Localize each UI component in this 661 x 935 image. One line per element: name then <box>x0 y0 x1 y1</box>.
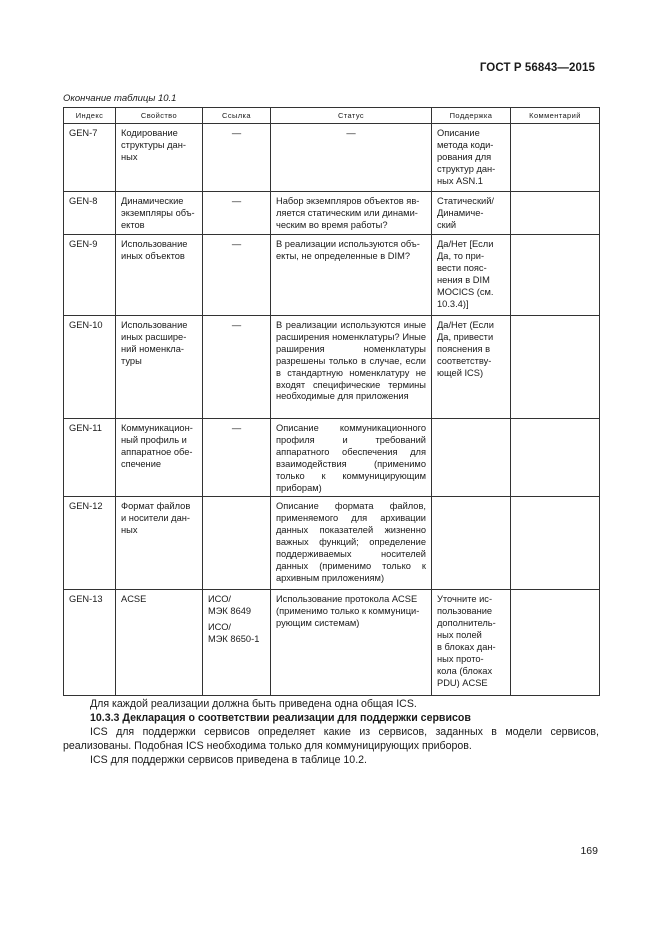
cell-reference: — <box>203 124 271 192</box>
cell-status: Описание формата файлов, применяемого для архивации данных показателей жизненно важных функций; определение поддерживаемых носителей данных (применимо только к архивным приложениям) <box>271 497 432 590</box>
cell-status: Набор экземпляров объектов яв- ляется статическим или динами- ческим во время работы? <box>271 192 432 235</box>
body-paragraph: Для каждой реализации должна быть приведена одна общая ICS. <box>90 698 417 710</box>
cell-index: GEN-13 <box>64 590 116 696</box>
cell-comment <box>511 124 600 192</box>
cell-reference: — <box>203 419 271 497</box>
cell-property: Формат файлов и носители дан- ных <box>116 497 203 590</box>
header-status: Статус <box>271 108 432 124</box>
table-row <box>64 497 600 590</box>
page-number: 169 <box>580 845 598 857</box>
ics-table <box>63 107 600 696</box>
cell-property: Использование иных расшире- ний номенкла- туры <box>116 316 203 419</box>
cell-index: GEN-12 <box>64 497 116 590</box>
cell-status: В реализации используются иные расширения номенклатуры? Иные раширения номенклатуры разрешены только в случае, если в стандартную номенклатуру не входят специфические термины необходимые для приложения <box>271 316 432 419</box>
table-row <box>64 419 600 497</box>
reference-iso-8649: ИСО/ МЭК 8649 <box>208 594 252 617</box>
header-reference: Ссылка <box>203 108 271 124</box>
cell-property: Коммуникацион- ный профиль и аппаратное обе- спечение <box>116 419 203 497</box>
cell-support: Описание метода коди- рования для структур дан- ных ASN.1 <box>432 124 511 192</box>
cell-comment <box>511 419 600 497</box>
table-row <box>64 590 600 696</box>
document-header-title: ГОСТ Р 56843—2015 <box>479 62 595 74</box>
cell-reference <box>203 590 271 696</box>
cell-status: Описание коммуникационного профиля и требований аппаратного обеспечения для взаимодействия (применимо только к коммуницирующим приборам) <box>271 419 432 497</box>
cell-reference: — <box>203 235 271 316</box>
cell-support: Да/Нет [Если Да, то при- вести пояс- нения в DIM MOCICS (см. 10.3.4)] <box>432 235 511 316</box>
cell-support <box>432 419 511 497</box>
cell-property: Кодирование структуры дан- ных <box>116 124 203 192</box>
cell-support: Уточните ис- пользование дополнитель- ных полей в блоках дан- ных прото- кола (блоках PDU) ACSE <box>432 590 511 696</box>
cell-property: ACSE <box>116 590 203 696</box>
cell-index: GEN-9 <box>64 235 116 316</box>
cell-index: GEN-8 <box>64 192 116 235</box>
header-comment: Комментарий <box>511 108 600 124</box>
cell-reference: — <box>203 316 271 419</box>
cell-status: В реализации используются объ- екты, не определенные в DIM? <box>271 235 432 316</box>
cell-comment <box>511 192 600 235</box>
cell-reference <box>203 497 271 590</box>
header-property: Свойство <box>116 108 203 124</box>
section-heading: 10.3.3 Декларация о соответствии реализации для поддержки сервисов <box>90 712 471 724</box>
cell-index: GEN-11 <box>64 419 116 497</box>
table-caption: Окончание таблицы 10.1 <box>63 93 177 104</box>
cell-status: Использование протокола ACSE (применимо только к коммуници- рующим системам) <box>271 590 432 696</box>
table-row <box>64 235 600 316</box>
cell-support: Статический/ Динамиче- ский <box>432 192 511 235</box>
reference-iso-8650: ИСО/ МЭК 8650-1 <box>208 622 260 645</box>
cell-index: GEN-10 <box>64 316 116 419</box>
cell-property: Использование иных объектов <box>116 235 203 316</box>
cell-comment <box>511 235 600 316</box>
cell-status: — <box>271 124 432 192</box>
header-support: Поддержка <box>432 108 511 124</box>
cell-property: Динамические экземпляры объ- ектов <box>116 192 203 235</box>
cell-comment <box>511 590 600 696</box>
cell-comment <box>511 497 600 590</box>
body-paragraph: ICS для поддержки сервисов определяет какие из сервисов, заданных в модели сервисов, реализованы. Подобная ICS необходима только для коммуницирующих приборов. <box>63 726 599 752</box>
header-index: Индекс <box>64 108 116 124</box>
cell-index: GEN-7 <box>64 124 116 192</box>
cell-support: Да/Нет (Если Да, привести пояснения в соответству- ющей ICS) <box>432 316 511 419</box>
cell-support <box>432 497 511 590</box>
table-row <box>64 124 600 192</box>
cell-comment <box>511 316 600 419</box>
cell-reference: — <box>203 192 271 235</box>
table-row <box>64 192 600 235</box>
table-row <box>64 316 600 419</box>
body-paragraph: ICS для поддержки сервисов приведена в таблице 10.2. <box>90 754 367 766</box>
table-header-row <box>64 108 600 124</box>
